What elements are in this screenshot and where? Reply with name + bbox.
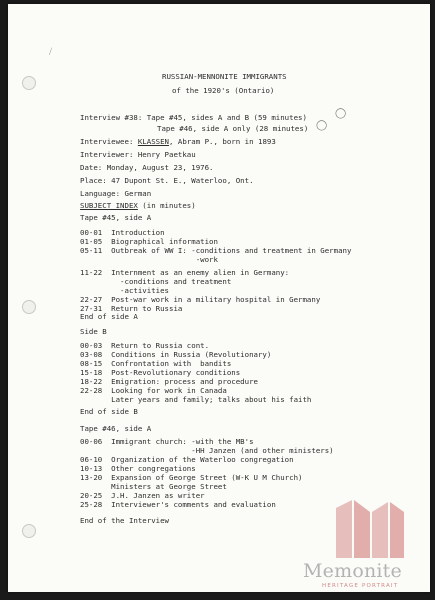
index-entry: 05-11 Outbreak of WW I: -conditions and treatment in Germany — [80, 246, 352, 255]
tape-46a-heading: Tape #46, side A — [80, 424, 152, 433]
index-entry: 18-22 Emigration: process and procedure — [80, 377, 258, 386]
index-entry: 22-27 Post-war work in a military hospital in Germany — [80, 295, 321, 304]
punch-hole — [22, 524, 36, 538]
index-entry: 27-31 Return to Russia — [80, 304, 183, 313]
pencil-mark: ⟋ — [46, 47, 55, 57]
watermark-tagline: HERITAGE PORTRAIT — [322, 583, 399, 589]
index-entry: 15-18 Post-Revolutionary conditions — [80, 368, 241, 377]
index-entry: 25-28 Interviewer's comments and evaluation — [80, 500, 276, 509]
index-entry: Ministers at George Street — [80, 482, 227, 491]
index-entry: 06-10 Organization of the Waterloo congregation — [80, 455, 294, 464]
place-line: Place: 47 Dupont St. E., Waterloo, Ont. — [80, 176, 254, 185]
date-line: Date: Monday, August 23, 1976. — [80, 163, 214, 172]
language-line: Language: German — [80, 189, 152, 198]
tape-45b-heading: Side B — [80, 327, 107, 336]
tape-45a-list — [80, 228, 351, 313]
interviewee-label: Interviewee: — [80, 137, 134, 146]
watermark-name: Memonite — [303, 560, 402, 582]
index-entry: 20-25 J.H. Janzen as writer — [80, 491, 205, 500]
tape-45a-heading: Tape #45, side A — [80, 213, 152, 222]
interviewee-line — [80, 137, 276, 146]
tape-45a-end: End of side A — [80, 312, 138, 321]
index-entry: 00-06 Immigrant church: -with the MB's — [80, 437, 254, 446]
interviewee-details: , Abram P., born in 1893 — [169, 137, 276, 146]
document-title: RUSSIAN-MENNONITE IMMIGRANTS — [162, 72, 287, 81]
index-entry: 22-28 Looking for work in Canada — [80, 386, 227, 395]
index-entry: 00-01 Introduction — [80, 228, 165, 237]
punch-hole — [22, 76, 36, 90]
index-entry: -work — [80, 255, 218, 264]
interview-end: End of the Interview — [80, 516, 169, 525]
interview-tape-line-1: Interview #38: Tape #45, sides A and B (59 minutes) — [80, 113, 307, 122]
index-entry: -HH Janzen (and other ministers) — [80, 446, 334, 455]
subject-index-heading: SUBJECT INDEX — [80, 201, 138, 210]
interviewer-line: Interviewer: Henry Paetkau — [80, 150, 196, 159]
index-entry: Later years and family; talks about his faith — [80, 395, 312, 404]
document-subtitle: of the 1920's (Ontario) — [172, 86, 275, 95]
tape-45b-end: End of side B — [80, 407, 138, 416]
index-entry: 03-08 Conditions in Russia (Revolutionary) — [80, 350, 272, 359]
interview-tape-line-2: Tape #46, side A only (28 minutes) — [157, 124, 309, 133]
index-entry: -conditions and treatment — [80, 277, 232, 286]
index-entry: 13-20 Expansion of George Street (W-K U M Church) — [80, 473, 303, 482]
index-entry: 08-15 Confrontation with bandits — [80, 359, 232, 368]
subject-index-line — [80, 201, 196, 210]
tape-46a-list — [80, 437, 334, 509]
handwritten-circle: ◯ — [316, 120, 328, 131]
punch-hole — [22, 300, 36, 314]
subject-index-suffix: (in minutes) — [137, 201, 196, 210]
index-entry: 10-13 Other congregations — [80, 464, 196, 473]
index-entry: 00-03 Return to Russia cont. — [80, 341, 210, 350]
index-entry: 01-05 Biographical information — [80, 237, 218, 246]
interviewee-surname: KLASSEN — [137, 137, 170, 146]
handwritten-circle: ◯ — [335, 108, 347, 119]
index-entry: 11-22 Internment as an enemy alien in Germany: — [80, 268, 290, 277]
tape-45b-list — [80, 341, 311, 404]
index-entry: -activities — [80, 286, 169, 295]
